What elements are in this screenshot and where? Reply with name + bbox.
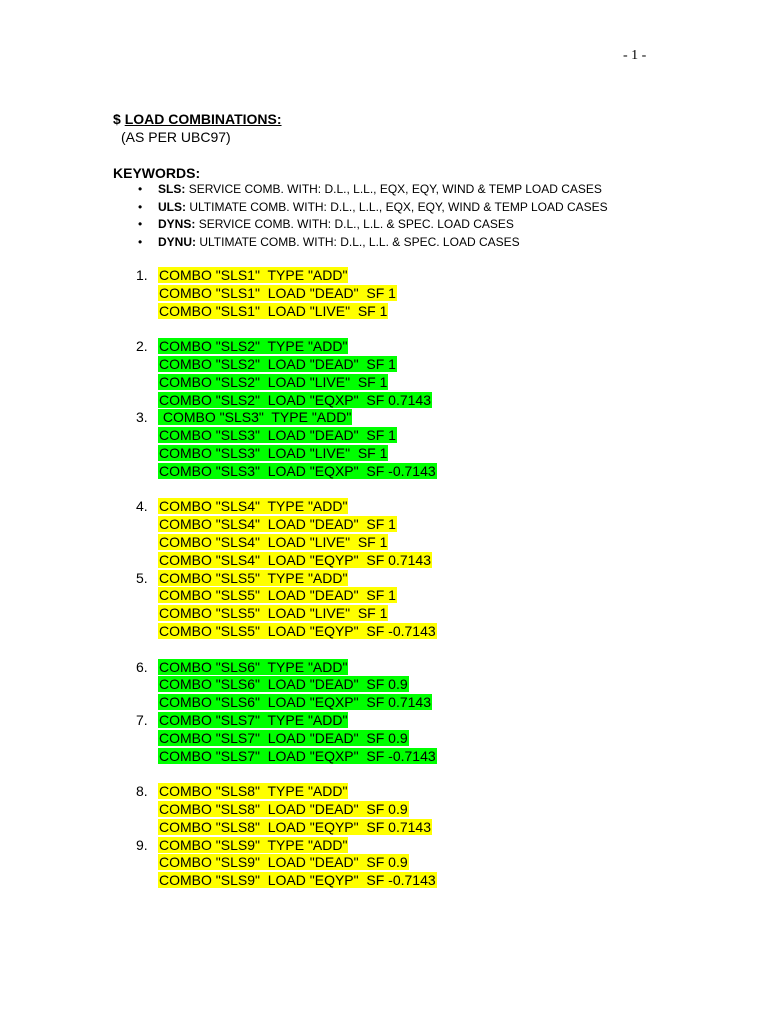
combo-list	[136, 267, 437, 890]
combo-text: COMBO "SLS1" LOAD "DEAD" SF 1	[159, 284, 396, 301]
keyword-key: DYNS:	[158, 217, 196, 231]
combo-text: COMBO "SLS5" TYPE "ADD"	[159, 569, 348, 586]
combo-text: COMBO "SLS6" LOAD "EQXP" SF 0.7143	[159, 694, 431, 711]
combo-line	[136, 338, 437, 356]
combo-line	[136, 623, 437, 641]
combo-text: COMBO "SLS8" LOAD "DEAD" SF 0.9	[159, 800, 408, 817]
combo-group	[136, 659, 437, 712]
combo-group	[136, 498, 437, 569]
combo-line	[136, 427, 437, 445]
combo-number: 9.	[136, 836, 148, 853]
combo-text: COMBO "SLS3" LOAD "DEAD" SF 1	[159, 427, 396, 444]
keyword-desc: ULTIMATE COMB. WITH: D.L., L.L., EQX, EQY, WIND & TEMP LOAD CASES	[189, 199, 608, 214]
combo-text: COMBO "SLS7" LOAD "DEAD" SF 0.9	[159, 729, 408, 746]
combo-text: COMBO "SLS9" TYPE "ADD"	[159, 836, 348, 853]
combo-text: COMBO "SLS5" LOAD "DEAD" SF 1	[159, 587, 396, 604]
combo-line	[136, 570, 437, 588]
keyword-desc: SERVICE COMB. WITH: D.L., L.L. & SPEC. LOAD CASES	[198, 217, 514, 231]
section-subtitle: (AS PER UBC97)	[121, 129, 231, 145]
combo-line	[136, 463, 437, 481]
combo-line	[136, 783, 437, 801]
combo-line	[136, 445, 437, 463]
combo-group	[136, 338, 437, 409]
combo-text: COMBO "SLS2" TYPE "ADD"	[159, 338, 348, 355]
combo-line	[136, 303, 437, 321]
keyword-item	[138, 234, 608, 252]
combo-text: COMBO "SLS5" LOAD "EQYP" SF -0.7143	[159, 622, 436, 639]
keyword-desc: SERVICE COMB. WITH: D.L., L.L., EQX, EQY, WIND & TEMP LOAD CASES	[188, 182, 602, 196]
bullet-icon: •	[138, 182, 143, 196]
combo-number: 6.	[136, 658, 148, 675]
combo-line	[136, 712, 437, 730]
combo-line	[136, 801, 437, 819]
combo-line	[136, 409, 437, 427]
combo-group	[136, 837, 437, 890]
combo-text: COMBO "SLS1" LOAD "LIVE" SF 1	[159, 302, 388, 319]
combo-text: COMBO "SLS8" TYPE "ADD"	[159, 783, 348, 800]
combo-text: COMBO "SLS7" LOAD "EQXP" SF -0.7143	[159, 747, 436, 764]
combo-line	[136, 285, 437, 303]
combo-line	[136, 587, 437, 605]
title-prefix: $	[113, 111, 121, 127]
combo-text: COMBO "SLS6" LOAD "DEAD" SF 0.9	[159, 676, 408, 693]
combo-number: 3.	[136, 409, 148, 426]
combo-number: 5.	[136, 569, 148, 586]
combo-line	[136, 659, 437, 677]
combo-line	[136, 872, 437, 890]
combo-text: COMBO "SLS4" TYPE "ADD"	[159, 498, 348, 515]
keywords-list	[138, 181, 608, 251]
section-title	[113, 111, 282, 127]
bullet-icon: •	[138, 217, 143, 231]
combo-line	[136, 392, 437, 410]
combo-group	[136, 267, 437, 320]
combo-text: COMBO "SLS5" LOAD "LIVE" SF 1	[159, 605, 388, 622]
combo-line	[136, 854, 437, 872]
combo-group	[136, 570, 437, 641]
combo-text: COMBO "SLS6" TYPE "ADD"	[159, 658, 348, 675]
keywords-heading: KEYWORDS:	[113, 165, 201, 181]
page-number: - 1 -	[623, 48, 647, 63]
combo-text: COMBO "SLS4" LOAD "EQYP" SF 0.7143	[159, 551, 431, 568]
keyword-key: SLS:	[158, 182, 186, 196]
bullet-icon: •	[138, 199, 143, 214]
combo-text: COMBO "SLS4" LOAD "LIVE" SF 1	[159, 533, 388, 550]
combo-text: COMBO "SLS1" TYPE "ADD"	[159, 267, 348, 283]
combo-line	[136, 267, 437, 285]
combo-text: COMBO "SLS8" LOAD "EQYP" SF 0.7143	[159, 818, 431, 835]
combo-group	[136, 783, 437, 836]
combo-line	[136, 819, 437, 837]
combo-line	[136, 748, 437, 766]
keyword-key: ULS:	[158, 199, 186, 214]
combo-text: COMBO "SLS3" TYPE "ADD"	[159, 409, 352, 426]
combo-text: COMBO "SLS7" TYPE "ADD"	[159, 711, 348, 728]
keyword-desc: ULTIMATE COMB. WITH: D.L., L.L. & SPEC. LOAD CASES	[199, 234, 520, 249]
combo-text: COMBO "SLS9" LOAD "EQYP" SF -0.7143	[159, 872, 436, 889]
combo-group	[136, 409, 437, 480]
combo-text: COMBO "SLS3" LOAD "EQXP" SF -0.7143	[159, 462, 436, 479]
combo-line	[136, 516, 437, 534]
combo-text: COMBO "SLS3" LOAD "LIVE" SF 1	[159, 444, 388, 461]
combo-line	[136, 498, 437, 516]
combo-number: 2.	[136, 338, 148, 355]
keyword-item	[138, 181, 608, 199]
bullet-icon: •	[138, 234, 143, 249]
combo-line	[136, 356, 437, 374]
combo-line	[136, 605, 437, 623]
combo-line	[136, 374, 437, 392]
combo-number: 1.	[136, 267, 148, 283]
combo-text: COMBO "SLS9" LOAD "DEAD" SF 0.9	[159, 854, 408, 871]
combo-line	[136, 552, 437, 570]
combo-text: COMBO "SLS2" LOAD "EQXP" SF 0.7143	[159, 391, 431, 408]
combo-line	[136, 694, 437, 712]
title-text: LOAD COMBINATIONS:	[124, 111, 282, 127]
combo-number: 8.	[136, 783, 148, 800]
keyword-key: DYNU:	[158, 234, 196, 249]
combo-text: COMBO "SLS4" LOAD "DEAD" SF 1	[159, 516, 396, 533]
combo-line	[136, 730, 437, 748]
combo-line	[136, 676, 437, 694]
combo-group	[136, 712, 437, 765]
combo-line	[136, 534, 437, 552]
combo-text: COMBO "SLS2" LOAD "DEAD" SF 1	[159, 355, 396, 372]
combo-number: 7.	[136, 711, 148, 728]
combo-number: 4.	[136, 498, 148, 515]
combo-line	[136, 837, 437, 855]
keyword-item	[138, 199, 608, 217]
combo-text: COMBO "SLS2" LOAD "LIVE" SF 1	[159, 373, 388, 390]
keyword-item	[138, 216, 608, 234]
